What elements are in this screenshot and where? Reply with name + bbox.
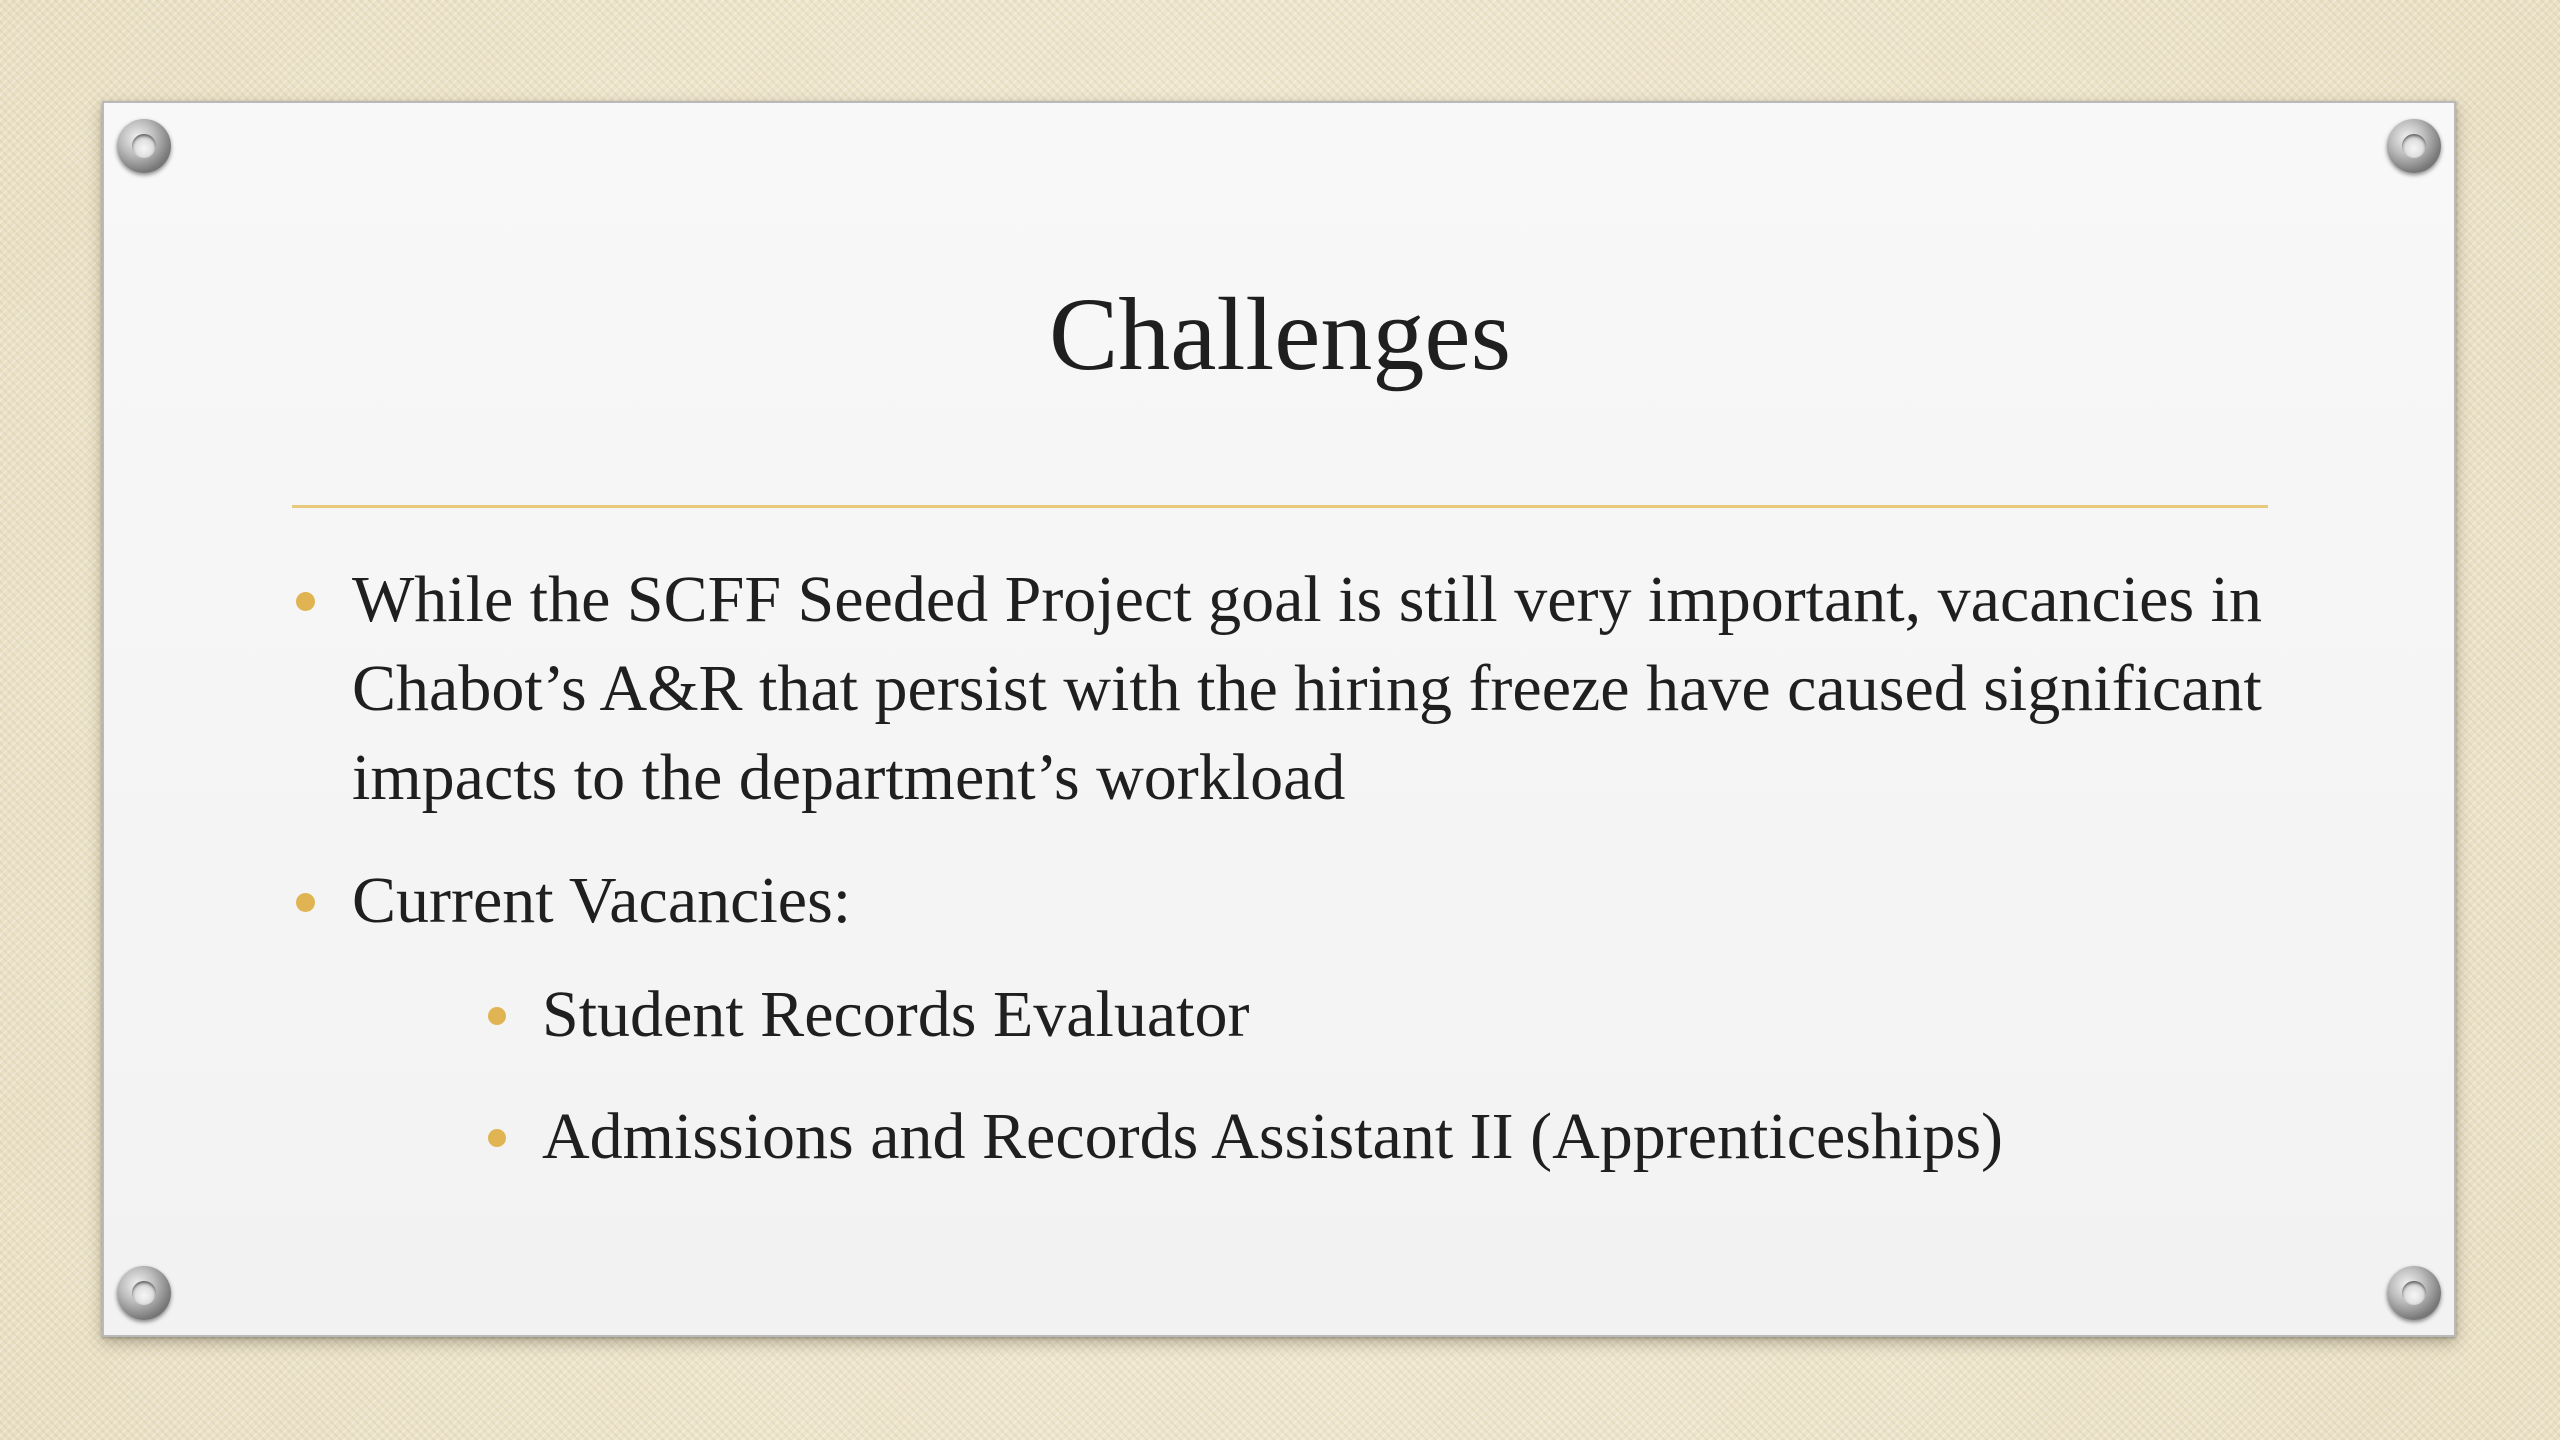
sub-bullet-text: Student Records Evaluator bbox=[542, 978, 1250, 1051]
bullet-dot-icon bbox=[296, 592, 315, 611]
bullet-text: Current Vacancies: bbox=[352, 864, 852, 937]
sub-bullet-item bbox=[484, 970, 2284, 1059]
grommet-top-right-icon bbox=[2387, 119, 2441, 173]
bullet-list bbox=[292, 555, 2282, 945]
bullet-item bbox=[292, 555, 2282, 822]
sub-bullet-item bbox=[484, 1092, 2284, 1181]
bullet-dot-icon bbox=[488, 1129, 506, 1147]
grommet-bottom-right-icon bbox=[2387, 1266, 2441, 1320]
title-divider bbox=[292, 505, 2268, 508]
grommet-bottom-left-icon bbox=[117, 1266, 171, 1320]
grommet-top-left-icon bbox=[117, 119, 171, 173]
bullet-item bbox=[292, 856, 2282, 945]
slide-title: Challenges bbox=[1048, 277, 1512, 392]
sub-bullet-text: Admissions and Records Assistant II (Apprenticeships) bbox=[542, 1100, 2003, 1173]
bullet-dot-icon bbox=[296, 893, 315, 912]
bullet-dot-icon bbox=[488, 1007, 506, 1025]
sub-bullet-list bbox=[484, 970, 2284, 1181]
bullet-text: While the SCFF Seeded Project goal is still very important, vacancies in Chabot’s A&R that persist with the hiring freeze have caused significant impacts to the department’s workload bbox=[352, 563, 2262, 814]
